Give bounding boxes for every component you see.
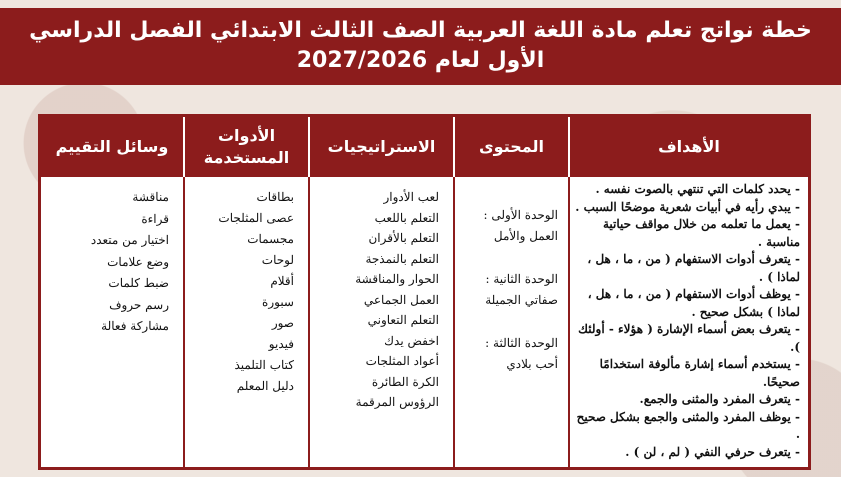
tool-item: أقلام bbox=[270, 274, 294, 288]
evaluation-item: قراءة bbox=[141, 211, 169, 226]
strategies-cell bbox=[308, 177, 453, 467]
tool-item: بطاقات bbox=[256, 190, 294, 204]
strategy-item: اخفض يدك bbox=[384, 333, 439, 348]
tool-item: مجسمات bbox=[247, 232, 294, 246]
tool-item: دليل المعلم bbox=[236, 379, 294, 393]
objectives-cell bbox=[568, 177, 808, 467]
tools-cell bbox=[183, 177, 308, 467]
strategy-item: أعواد المثلجات bbox=[365, 354, 439, 368]
strategies-list bbox=[310, 177, 453, 413]
strategy-item: التعلم التعاوني bbox=[367, 313, 439, 327]
objective-item: - يوظف أدوات الاستفهام ( من ، ما ، هل ، لماذا ) بشكل صحيح . bbox=[574, 286, 800, 321]
content-cell bbox=[453, 177, 568, 467]
strategy-item: الكرة الطائرة bbox=[371, 374, 439, 389]
page-subtitle: الأول لعام 2027/2026 bbox=[296, 48, 545, 73]
content-unit-1 bbox=[459, 205, 558, 247]
header-objectives: الأهداف bbox=[568, 117, 808, 177]
unit-title: صفاتي الجميلة bbox=[485, 293, 558, 307]
tool-item: كتاب التلميذ bbox=[234, 358, 294, 372]
objective-item: - يتعرف المفرد والمثنى والجمع. bbox=[574, 391, 800, 409]
evaluation-list bbox=[41, 177, 183, 338]
tool-item: عصى المثلجات bbox=[218, 211, 294, 225]
tool-item: صور bbox=[271, 316, 294, 330]
table-body-row bbox=[41, 177, 808, 467]
objective-item: - يحدد كلمات التي تنتهي بالصوت نفسه . bbox=[574, 181, 800, 199]
strategy-item: التعلم بالنمذجة bbox=[365, 251, 439, 266]
unit-label: الوحدة الثالثة : bbox=[485, 336, 558, 350]
table-header-row bbox=[41, 117, 808, 177]
objective-item: - يتعرف أدوات الاستفهام ( من ، ما ، هل ، لماذا ) . bbox=[574, 251, 800, 286]
tool-item: سبورة bbox=[262, 295, 294, 309]
unit-title: العمل والأمل bbox=[493, 229, 558, 243]
objective-item: - يعمل ما تعلمه من خلال مواقف حياتية مناسبة . bbox=[574, 216, 800, 251]
evaluation-item: رسم حروف bbox=[109, 297, 169, 312]
objective-item: - يوظف المفرد والمثنى والجمع بشكل صحيح . bbox=[574, 409, 800, 444]
content-unit-3 bbox=[459, 333, 558, 375]
header-content: المحتوى bbox=[453, 117, 568, 177]
page-title: خطة نواتج تعلم مادة اللغة العربية الصف الثالث الابتدائي الفصل الدراسي bbox=[29, 18, 812, 43]
strategy-item: لعب الأدوار bbox=[383, 190, 439, 204]
strategy-item: الرؤوس المرقمة bbox=[355, 395, 439, 409]
strategy-item: العمل الجماعي bbox=[363, 292, 439, 307]
objective-item: - يتعرف بعض أسماء الإشارة ( هؤلاء - أولئك ). bbox=[574, 321, 800, 356]
objectives-list bbox=[570, 177, 808, 461]
objective-item: - يبدي رأيه في أبيات شعرية موضحًا السبب . bbox=[574, 199, 800, 217]
unit-title: أحب بلادي bbox=[506, 357, 558, 371]
tool-item: فيديو bbox=[268, 337, 294, 351]
evaluation-cell bbox=[41, 177, 183, 467]
evaluation-item: ضبط كلمات bbox=[108, 276, 169, 290]
strategy-item: الحوار والمناقشة bbox=[355, 272, 439, 286]
title-banner bbox=[0, 8, 841, 85]
objective-item: - يتعرف حرفي النفي ( لم ، لن ) . bbox=[574, 444, 800, 462]
evaluation-item: اختيار من متعدد bbox=[90, 233, 169, 247]
evaluation-item: مناقشة bbox=[132, 190, 169, 204]
content-unit-2 bbox=[459, 269, 558, 311]
evaluation-item: وضع علامات bbox=[107, 254, 169, 269]
tool-item: لوحات bbox=[261, 253, 294, 267]
header-evaluation: وسائل التقييم bbox=[55, 137, 169, 156]
header-tools: الأدوات المستخدمة bbox=[183, 117, 308, 177]
tools-list bbox=[185, 177, 308, 397]
unit-label: الوحدة الأولى : bbox=[483, 208, 558, 222]
strategy-item: التعلم بالأقران bbox=[368, 231, 439, 245]
unit-label: الوحدة الثانية : bbox=[485, 272, 558, 286]
objective-item: - يستخدم أسماء إشارة مألوفة استخدامًا صحيحًا. bbox=[574, 356, 800, 391]
plan-table bbox=[38, 114, 811, 470]
strategy-item: التعلم باللعب bbox=[374, 210, 439, 225]
header-strategies: الاستراتيجيات bbox=[308, 117, 453, 177]
evaluation-item: مشاركة فعالة bbox=[101, 319, 169, 333]
